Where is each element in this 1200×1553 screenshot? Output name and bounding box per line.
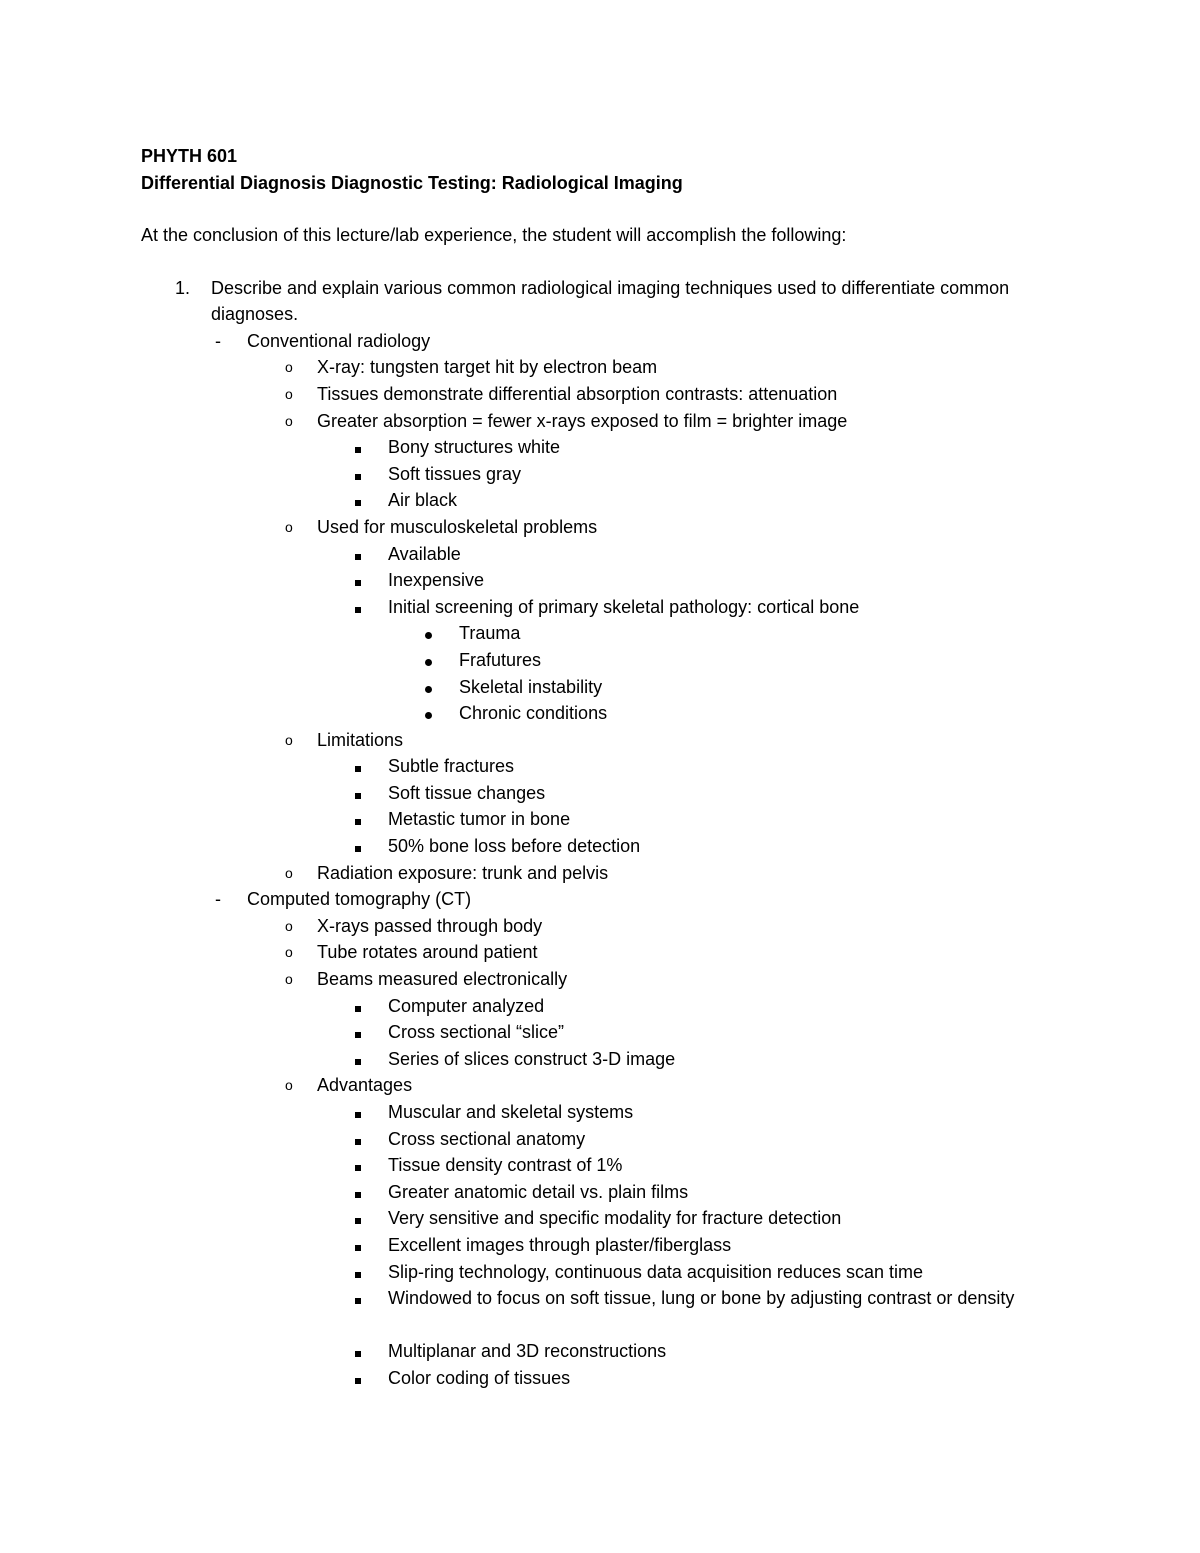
circle-marker: o [285,864,293,881]
list-item [141,620,1041,647]
list-item-conventional-radiology [141,328,1041,355]
list-item-text: Color coding of tissues [388,1367,571,1388]
square-bullet-icon [355,1365,361,1392]
list-item [141,1232,1041,1259]
list-item [141,700,1041,727]
list-item-text: Inexpensive [388,570,485,591]
square-bullet-icon [355,1152,361,1179]
square-bullet-icon [355,1338,361,1365]
list-item-computed-tomography [141,886,1041,913]
square-bullet-icon [355,1259,361,1286]
list-item-text: Series of slices construct 3-D image [388,1048,676,1069]
square-bullet-icon [355,461,361,488]
list-item-text: Beams measured electronically [317,969,568,990]
list-item-text: Soft tissues gray [388,463,522,484]
list-item-text: Very sensitive and specific modality for fracture detection [388,1208,842,1229]
objective-text: Describe and explain various common radiological imaging techniques used to differentiate common diagnoses. [211,277,1010,325]
list-item [141,1259,1041,1286]
square-bullet-icon [355,806,361,833]
square-bullet-icon [355,993,361,1020]
list-item-text: Computer analyzed [388,995,545,1016]
list-item [141,1072,1041,1099]
list-item [141,1205,1041,1232]
circle-marker: o [285,518,293,535]
dash-marker: - [215,330,221,351]
list-item [141,1152,1041,1179]
square-bullet-icon [355,780,361,807]
square-bullet-icon [355,487,361,514]
square-bullet-icon [355,541,361,568]
list-item-text: Tissue density contrast of 1% [388,1155,623,1176]
list-item-text: Greater anatomic detail vs. plain films [388,1181,689,1202]
square-bullet-icon [355,753,361,780]
list-item [141,1365,1041,1392]
list-item-text: Computed tomography (CT) [247,889,472,910]
list-item [141,993,1041,1020]
list-item-text: Bony structures white [388,437,561,458]
course-code: PHYTH 601 [141,146,238,166]
circle-marker: o [285,944,293,961]
list-item-text: Conventional radiology [247,330,431,351]
list-item [141,833,1041,860]
list-item-text: Muscular and skeletal systems [388,1102,634,1122]
list-item [141,514,1041,541]
list-item [141,1338,1041,1365]
list-item [141,913,1041,940]
list-item [141,939,1041,966]
round-bullet-icon [425,674,432,701]
round-bullet-icon [425,647,432,674]
list-item-text: Subtle fractures [388,756,515,777]
list-item-text: X-ray: tungsten target hit by electron beam [317,357,658,378]
round-bullet-icon [425,700,432,727]
list-item-text: Chronic conditions [459,703,608,724]
list-item-text: Skeletal instability [459,676,603,697]
objective-1 [141,275,1041,328]
list-item-text: Trauma [459,623,521,644]
circle-marker: o [285,385,293,402]
list-item-text: Windowed to focus on soft tissue, lung or bone by adjusting contrast or density [388,1288,1015,1309]
list-item-text: Soft tissue changes [388,782,546,803]
square-bullet-icon [355,1126,361,1153]
list-item [141,567,1041,594]
square-bullet-icon [355,567,361,594]
list-item [141,354,1041,381]
circle-marker: o [285,1077,293,1094]
list-item [141,860,1041,887]
circle-marker: o [285,971,293,988]
list-item [141,381,1041,408]
square-bullet-icon [355,1046,361,1073]
circle-marker: o [285,412,293,429]
square-bullet-icon [355,594,361,621]
square-bullet-icon [355,1019,361,1046]
list-item-text: Available [388,543,461,564]
list-item-text: Used for musculoskeletal problems [317,516,598,537]
square-bullet-icon [355,434,361,461]
list-item-text: Tissues demonstrate differential absorption contrasts: attenuation [317,383,838,404]
square-bullet-icon [355,1099,361,1126]
list-item [141,753,1041,780]
list-item [141,966,1041,993]
dash-marker: - [215,889,221,910]
list-item [141,780,1041,807]
square-bullet-icon [355,833,361,860]
list-item-text: Greater absorption = fewer x-rays exposed to film = brighter image [317,410,848,431]
list-item [141,806,1041,833]
circle-marker: o [285,359,293,376]
square-bullet-icon [355,1205,361,1232]
list-item [141,1019,1041,1046]
list-item-text: Tube rotates around patient [317,942,538,963]
list-item-text: Metastic tumor in bone [388,809,571,830]
list-item [141,727,1041,754]
square-bullet-icon [355,1285,361,1312]
list-item [141,1285,1041,1338]
list-item-text: Cross sectional anatomy [388,1128,586,1149]
list-item-text: Frafutures [459,649,542,670]
list-item-text: Limitations [317,729,404,750]
circle-marker: o [285,917,293,934]
list-item [141,594,1041,621]
square-bullet-icon [355,1232,361,1259]
list-item-text: Initial screening of primary skeletal pathology: cortical bone [388,596,860,617]
list-item [141,434,1041,461]
document-content [141,143,1041,1391]
list-item [141,674,1041,701]
list-item [141,1179,1041,1206]
list-item [141,1099,1041,1126]
list-item-text: Air black [388,490,458,511]
list-item [141,1126,1041,1153]
list-item-text: Slip-ring technology, continuous data acquisition reduces scan time [388,1261,923,1282]
document-title: Differential Diagnosis Diagnostic Testing: Radiological Imaging [141,172,683,193]
list-item-text: 50% bone loss before detection [388,836,641,857]
square-bullet-icon [355,1179,361,1206]
round-bullet-icon [425,620,432,647]
list-item [141,461,1041,488]
list-item [141,408,1041,435]
intro-text: At the conclusion of this lecture/lab experience, the student will accomplish the following: [141,225,847,246]
list-item [141,1046,1041,1073]
list-item-text: Multiplanar and 3D reconstructions [388,1341,667,1362]
objective-number: 1. [175,277,191,298]
list-item-text: X-rays passed through body [317,915,543,936]
list-item [141,541,1041,568]
list-item [141,487,1041,514]
list-item-text: Advantages [317,1075,413,1096]
list-item-text: Excellent images through plaster/fiberglass [388,1234,732,1255]
list-item [141,647,1041,674]
list-item-text: Cross sectional “slice” [388,1022,565,1043]
list-item-text: Radiation exposure: trunk and pelvis [317,862,609,883]
circle-marker: o [285,731,293,748]
